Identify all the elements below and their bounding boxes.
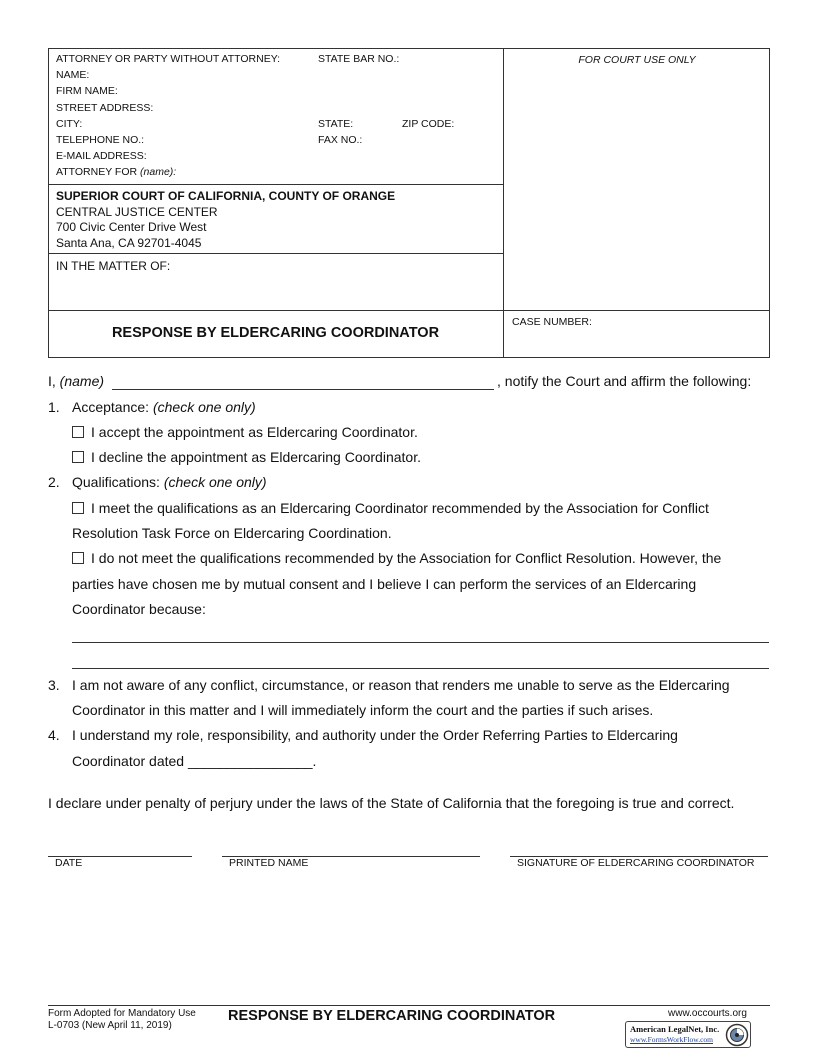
divider-title-row bbox=[48, 310, 770, 311]
intro-name-hint: (name) bbox=[59, 373, 105, 389]
option-not-meet-line3: Coordinator because: bbox=[72, 601, 206, 617]
item2-heading bbox=[72, 474, 267, 490]
divider-court-matter bbox=[48, 253, 504, 254]
footer-rule bbox=[48, 1005, 770, 1006]
option-decline-label: I decline the appointment as Eldercaring Coordinator. bbox=[91, 449, 421, 465]
option-not-meet-line2: parties have chosen me by mutual consent and I believe I can perform the services of an Eldercaring bbox=[72, 576, 697, 592]
option-meet-line1: I meet the qualifications as an Eldercaring Coordinator recommended by the Association for Conflict bbox=[91, 500, 709, 516]
street-label: STREET ADDRESS: bbox=[56, 102, 154, 114]
attorney-for-field bbox=[56, 166, 176, 178]
footer-title: RESPONSE BY ELDERCARING COORDINATOR bbox=[228, 1008, 556, 1024]
zip-label: ZIP CODE: bbox=[402, 118, 455, 130]
email-label: E-MAIL ADDRESS: bbox=[56, 150, 147, 162]
item4-line2-suffix: . bbox=[312, 753, 317, 769]
item4-line1: I understand my role, responsibility, and authority under the Order Referring Parties to Eldercaring bbox=[72, 727, 678, 743]
item2-number: 2. bbox=[48, 474, 60, 490]
item1-number: 1. bbox=[48, 399, 60, 415]
item3-line1: I am not aware of any conflict, circumstance, or reason that renders me unable to serve as the Eldercaring bbox=[72, 677, 730, 693]
item2-hint: (check one only) bbox=[163, 474, 267, 490]
signature-label: SIGNATURE OF ELDERCARING COORDINATOR bbox=[517, 857, 755, 869]
item4-number: 4. bbox=[48, 727, 60, 743]
publisher-logo-icon bbox=[725, 1023, 749, 1052]
court-name: SUPERIOR COURT OF CALIFORNIA, COUNTY OF ORANGE bbox=[56, 189, 396, 203]
intro-suffix: , notify the Court and affirm the following: bbox=[497, 373, 752, 389]
court-street: 700 Civic Center Drive West bbox=[56, 220, 207, 234]
item1-heading bbox=[72, 399, 256, 415]
option-decline[interactable] bbox=[72, 449, 421, 465]
fax-label: FAX NO.: bbox=[318, 134, 363, 146]
reason-blank-line-1[interactable] bbox=[72, 642, 769, 643]
matter-label: IN THE MATTER OF: bbox=[56, 259, 171, 273]
checkbox-not-meet[interactable] bbox=[72, 552, 84, 564]
court-city: Santa Ana, CA 92701-4045 bbox=[56, 236, 202, 250]
item1-hint: (check one only) bbox=[152, 399, 256, 415]
date-label: DATE bbox=[55, 857, 83, 869]
intro-name-blank[interactable] bbox=[112, 389, 494, 390]
header-divider-vertical bbox=[503, 48, 504, 358]
attorney-for-label: ATTORNEY FOR bbox=[56, 166, 138, 178]
checkbox-accept[interactable] bbox=[72, 426, 84, 438]
item4-line2 bbox=[72, 753, 316, 769]
footer-website: www.occourts.org bbox=[668, 1008, 747, 1019]
reason-blank-line-2[interactable] bbox=[72, 668, 769, 669]
firm-label: FIRM NAME: bbox=[56, 85, 118, 97]
item3-line2: Coordinator in this matter and I will immediately inform the court and the parties if such arises. bbox=[72, 702, 654, 718]
option-accept-label: I accept the appointment as Eldercaring Coordinator. bbox=[91, 424, 418, 440]
option-not-meet[interactable] bbox=[72, 550, 721, 566]
intro-prefix: I, bbox=[48, 373, 56, 389]
footer-adopted: Form Adopted for Mandatory Use bbox=[48, 1008, 196, 1019]
checkbox-decline[interactable] bbox=[72, 451, 84, 463]
case-number-label: CASE NUMBER: bbox=[512, 316, 592, 328]
coordinator-dated-blank[interactable]: ________________ bbox=[187, 753, 313, 769]
court-use-label: FOR COURT USE ONLY bbox=[578, 54, 696, 66]
state-bar-label: STATE BAR NO.: bbox=[318, 53, 400, 65]
option-not-meet-line1: I do not meet the qualifications recommended by the Association for Conflict Resolution. However, the bbox=[91, 550, 722, 566]
name-label: NAME: bbox=[56, 69, 90, 81]
publisher-name: American LegalNet, Inc. bbox=[630, 1024, 720, 1034]
form-title: RESPONSE BY ELDERCARING COORDINATOR bbox=[111, 325, 440, 341]
item4-line2-prefix: Coordinator dated bbox=[72, 753, 185, 769]
option-meet-line2: Resolution Task Force on Eldercaring Coordination. bbox=[72, 525, 392, 541]
printed-name-label: PRINTED NAME bbox=[229, 857, 309, 869]
option-meet[interactable] bbox=[72, 500, 709, 516]
court-center: CENTRAL JUSTICE CENTER bbox=[56, 205, 218, 219]
footer-form-id: L-0703 (New April 11, 2019) bbox=[48, 1020, 172, 1031]
item2-label: Qualifications: bbox=[72, 474, 160, 490]
attorney-section bbox=[48, 48, 503, 184]
publisher-badge bbox=[625, 1021, 751, 1048]
city-label: CITY: bbox=[56, 118, 83, 130]
item1-label: Acceptance: bbox=[72, 399, 150, 415]
item3-number: 3. bbox=[48, 677, 60, 693]
state-label: STATE: bbox=[318, 118, 354, 130]
publisher-url: www.FormsWorkFlow.com bbox=[630, 1035, 714, 1044]
attorney-label: ATTORNEY OR PARTY WITHOUT ATTORNEY: bbox=[56, 53, 281, 65]
attorney-for-hint: (name): bbox=[140, 166, 177, 178]
declaration: I declare under penalty of perjury under the laws of the State of California that the foregoing is true and correct. bbox=[48, 795, 735, 811]
phone-label: TELEPHONE NO.: bbox=[56, 134, 145, 146]
court-section bbox=[48, 184, 503, 253]
option-accept[interactable] bbox=[72, 424, 418, 440]
checkbox-meet[interactable] bbox=[72, 502, 84, 514]
